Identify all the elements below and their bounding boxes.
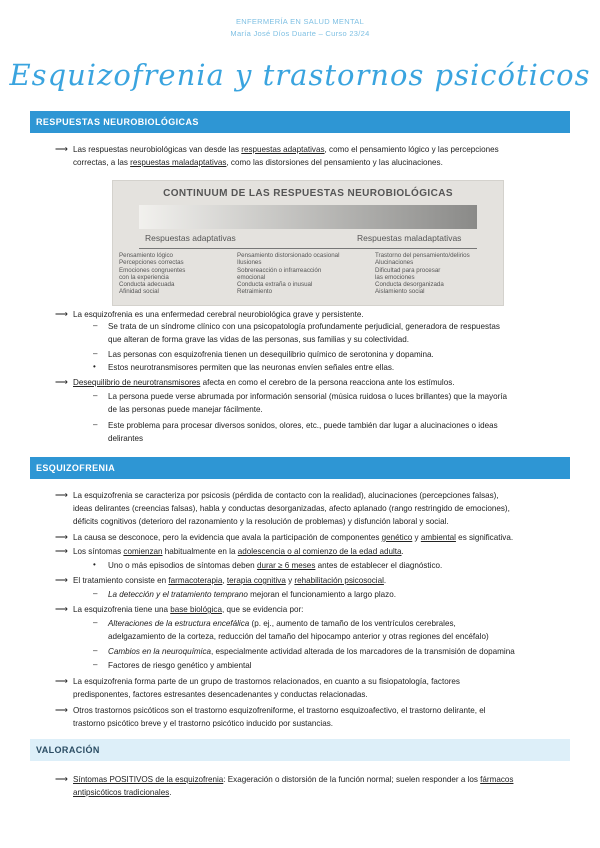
paragraph: que alteran de forma grave las vidas de las personas, sus familias y su colectividad. <box>108 335 409 344</box>
dot-bullet: • <box>93 560 96 569</box>
paragraph: Los síntomas comienzan habitualmente en la adolescencia o al comienzo de la edad adulta. <box>73 547 404 556</box>
maladaptive-list: Trastorno del pensamiento/delirios Alucinaciones Dificultad para procesar las emociones Conducta desorganizada Aislamiento social <box>375 252 470 296</box>
adaptive-label: Respuestas adaptativas <box>145 233 236 243</box>
paragraph: delirantes <box>108 434 144 443</box>
dot-bullet: • <box>93 362 96 371</box>
paragraph: Síntomas POSITIVOS de la esquizofrenia: Exageración o distorsión de la función normal; suelen responder a los fármacos <box>73 775 514 784</box>
dash-bullet: – <box>93 321 98 330</box>
paragraph: antipsicóticos tradicionales. <box>73 788 172 797</box>
page-title: Esquizofrenia y trastornos psicóticos <box>9 58 591 92</box>
gradient-bar <box>139 205 477 229</box>
paragraph: La detección y el tratamiento temprano mejoran el funcionamiento a largo plazo. <box>108 590 396 599</box>
arrow-bullet: ⟶ <box>55 309 68 319</box>
intermediate-list: Pensamiento distorsionado ocasional Ilusiones Sobrereacción o infrarreacción emocional Conducta extraña o inusual Retraimiento <box>237 252 340 296</box>
paragraph: ideas delirantes (creencias falsas), habla y conductas desorganizadas, afecto aplanado (rango restringido de emociones), <box>73 504 510 513</box>
dash-bullet: – <box>93 618 98 627</box>
header-author: María José Díos Duarte – Curso 23/24 <box>230 29 370 38</box>
paragraph: Desequilibrio de neurotransmisores afecta en como el cerebro de la persona reacciona ante los estímulos. <box>73 378 455 387</box>
divider <box>139 248 477 249</box>
paragraph: adelgazamiento de la corteza, reducción del tamaño del hipocampo anterior y otras regiones del encéfalo) <box>108 632 489 641</box>
section-heading-esquizofrenia: ESQUIZOFRENIA <box>30 457 570 479</box>
paragraph: La esquizofrenia forma parte de un grupo de trastornos relacionados, en cuanto a su fisiopatología, factores <box>73 677 460 686</box>
figure-title: CONTINUUM DE LAS RESPUESTAS NEUROBIOLÓGICAS <box>163 188 453 199</box>
adaptive-list: Pensamiento lógico Percepciones correctas Emociones congruentes con la experiencia Conducta adecuada Afinidad social <box>119 252 186 296</box>
paragraph: Estos neurotransmisores permiten que las neuronas envíen señales entre ellas. <box>108 363 395 372</box>
paragraph: El tratamiento consiste en farmacoterapia, terapia cognitiva y rehabilitación psicosocial. <box>73 576 387 585</box>
paragraph: predisponentes, factores estresantes desencadenantes y conductas relacionadas. <box>73 690 368 699</box>
dash-bullet: – <box>93 420 98 429</box>
dash-bullet: – <box>93 646 98 655</box>
arrow-bullet: ⟶ <box>55 490 68 500</box>
arrow-bullet: ⟶ <box>55 546 68 556</box>
arrow-bullet: ⟶ <box>55 676 68 686</box>
arrow-bullet: ⟶ <box>55 575 68 585</box>
paragraph: Se trata de un síndrome clínico con una psicopatología profundamente perjudicial, generadora de respuestas <box>108 322 500 331</box>
paragraph: déficits cognitivos (deterioro del razonamiento y la resolución de problemas) y disfunción laboral y social. <box>73 517 449 526</box>
paragraph: La persona puede verse abrumada por información sensorial (música ruidosa o luces brillantes) que la mayoría <box>108 392 508 401</box>
paragraph: La esquizofrenia tiene una base biológica, que se evidencia por: <box>73 605 304 614</box>
arrow-bullet: ⟶ <box>55 604 68 614</box>
header-course: ENFERMERÍA EN SALUD MENTAL <box>235 17 365 26</box>
paragraph: Cambios en la neuroquímica, especialmente actividad alterada de los marcadores de la transmisión de dopamina <box>108 647 515 656</box>
paragraph: Otros trastornos psicóticos son el trastorno esquizofreniforme, el trastorno esquizoafectivo, el trastorno delirante, el <box>73 706 486 715</box>
dash-bullet: – <box>93 391 98 400</box>
arrow-bullet: ⟶ <box>55 532 68 542</box>
dash-bullet: – <box>93 589 98 598</box>
paragraph: Uno o más episodios de síntomas deben durar ≥ 6 meses antes de establecer el diagnóstico. <box>108 561 443 570</box>
continuum-figure <box>112 180 504 306</box>
paragraph: La esquizofrenia se caracteriza por psicosis (pérdida de contacto con la realidad), alucinaciones (percepciones falsas), <box>73 491 499 500</box>
paragraph: Factores de riesgo genético y ambiental <box>108 661 252 670</box>
paragraph: de las personas puede manejar fácilmente. <box>108 405 263 414</box>
arrow-bullet: ⟶ <box>55 144 68 154</box>
maladaptive-label: Respuestas maladaptativas <box>357 233 462 243</box>
paragraph: La esquizofrenia es una enfermedad cerebral neurobiológica grave y persistente. <box>73 310 364 319</box>
paragraph: trastorno psicótico breve y el trastorno psicótico inducido por sustancias. <box>73 719 334 728</box>
dash-bullet: – <box>93 660 98 669</box>
dash-bullet: – <box>93 349 98 358</box>
arrow-bullet: ⟶ <box>55 774 68 784</box>
section-heading-valoracion: VALORACIÓN <box>30 739 570 761</box>
arrow-bullet: ⟶ <box>55 705 68 715</box>
paragraph: Alteraciones de la estructura encefálica (p. ej., aumento de tamaño de los ventrículos cerebrales, <box>108 619 456 628</box>
paragraph: La causa se desconoce, pero la evidencia que avala la participación de componentes genético y ambiental es significativa. <box>73 533 514 542</box>
paragraph: correctas, a las respuestas maladaptativas, como las distorsiones del pensamiento y las alucinaciones. <box>73 158 443 167</box>
paragraph: Las respuestas neurobiológicas van desde las respuestas adaptativas, como el pensamiento lógico y las percepciones <box>73 145 499 154</box>
paragraph: Este problema para procesar diversos sonidos, olores, etc., puede también dar lugar a alucinaciones o ideas <box>108 421 498 430</box>
paragraph: Las personas con esquizofrenia tienen un desequilibrio químico de serotonina y dopamina. <box>108 350 434 359</box>
arrow-bullet: ⟶ <box>55 377 68 387</box>
section-heading-respuestas: RESPUESTAS NEUROBIOLÓGICAS <box>30 111 570 133</box>
